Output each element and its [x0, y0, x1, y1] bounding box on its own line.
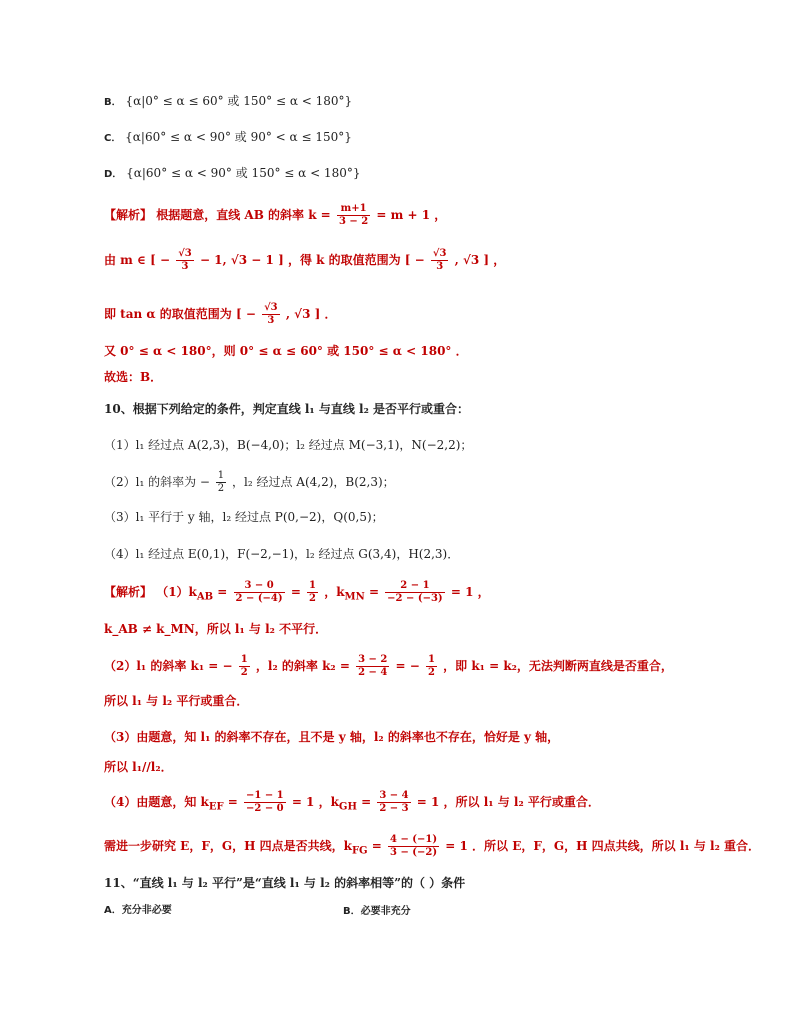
- solution-tag: 【解析】: [104, 585, 153, 599]
- solution10-part5: 需进一步研究 E，F，G，H 四点是否共线，$k_{FG}$ = $\frac{4 - (-1)}{3 - (-2)}$ = 1 ．所以 E，F，G，H 四点共线，所以 l₁ 与 l₂ 重合．: [104, 834, 761, 858]
- option-b-letter: B．: [104, 97, 122, 108]
- range-open: [ −: [236, 307, 256, 321]
- q10-title: 10、根据下列给定的条件，判定直线 l₁ 与直线 l₂ 是否平行或重合：: [104, 402, 470, 416]
- option-d-text: {α|60° ≤ α < 90° 或 150° ≤ α < 180°}: [126, 166, 361, 180]
- solution10-text: （1）k: [156, 585, 197, 599]
- solution9-text: ．: [324, 307, 337, 321]
- range-open: [ −: [150, 253, 171, 267]
- solution10-text: = 1 ，k: [291, 795, 339, 809]
- slope-fg-fraction: [388, 834, 439, 859]
- sqrt3-over-3-fraction: [262, 302, 280, 327]
- solution9-line3: [104, 302, 336, 327]
- solution-tag: 【解析】: [104, 208, 153, 222]
- fraction-numerator: 4 − (−1): [390, 834, 438, 845]
- q10-part4: （4）l₁ 经过点 E(0,1)，F(−2,−1)，l₂ 经过点 G(3,4)，H(2,3)．: [104, 547, 460, 561]
- fraction-denominator: 3 − (−2): [390, 847, 438, 858]
- fraction-denominator: 3 − 2: [338, 216, 369, 227]
- q10-part3: （3）l₁ 平行于 y 轴，l₂ 经过点 P(0,−2)，Q(0,5)；: [104, 510, 384, 524]
- range-open: [ −: [404, 253, 425, 267]
- slope-subscript: AB: [196, 591, 214, 603]
- fraction-numerator: 3 − 0: [234, 580, 285, 593]
- option-b-text: {α|0° ≤ α ≤ 60° 或 150° ≤ α < 180°}: [125, 94, 353, 108]
- slope-ab-fraction: [234, 580, 285, 605]
- fraction-denominator: 3: [267, 315, 275, 326]
- fraction-denominator: 2 − (−4): [235, 593, 283, 604]
- solution10-part1-conclusion: k_AB ≠ k_MN，所以 l₁ 与 l₂ 不平行．: [104, 622, 328, 636]
- slope-ef-fraction: [244, 790, 286, 815]
- fraction-denominator: 2: [428, 667, 435, 678]
- slope-subscript: EF: [208, 801, 224, 813]
- solution9-text: ，: [493, 253, 506, 267]
- option-c-letter: C．: [104, 133, 122, 144]
- slope-fraction: [337, 203, 370, 228]
- fraction-denominator: 2: [240, 667, 248, 678]
- fraction-numerator: 2 − 1: [385, 580, 444, 593]
- solution9-text: = m + 1 ，: [376, 208, 447, 222]
- solution9-text: ，得 k 的取值范围为: [287, 253, 401, 267]
- fraction-denominator: 3: [436, 261, 444, 272]
- half-fraction: [216, 470, 226, 495]
- fraction-numerator: 3 − 4: [379, 790, 409, 801]
- range-close: , √3 ]: [285, 307, 321, 321]
- q10-part1: （1）l₁ 经过点 A(2,3)，B(−4,0)；l₂ 经过点 M(−3,1)，N(−2,2)；: [104, 438, 473, 452]
- fraction-numerator: √3: [432, 248, 447, 259]
- solution10-part2-conclusion: 所以 l₁ 与 l₂ 平行或重合．: [104, 694, 249, 708]
- fraction-denominator: 2: [217, 483, 225, 494]
- solution10-text: = 1 ，所以 l₁ 与 l₂ 平行或重合．: [416, 795, 600, 809]
- q10-text: ，l₂ 经过点 A(4,2)，B(2,3)；: [232, 475, 395, 489]
- solution10-text: 需进一步研究 E，F，G，H 四点是否共线，k: [104, 839, 352, 853]
- fraction-denominator: 2 − 4: [358, 667, 388, 678]
- solution10-part4: （4）由题意，知 $k_{EF}$ = $\frac{-1 - 1}{-2 - 0}$ = 1 ，$k_{GH}$ = $\frac{3 - 4}{2 - 3}$ = 1 ，所以 l₁ 与 l₂ 平行或重合．: [104, 790, 600, 814]
- solution10-text: ，l₂ 的斜率 k₂ =: [255, 659, 350, 673]
- fraction-numerator: 1: [428, 654, 435, 665]
- half-fraction: [239, 654, 250, 679]
- solution10-text: = 1 ，: [450, 585, 490, 599]
- fraction-denominator: 2: [309, 593, 317, 604]
- slope-subscript: MN: [344, 591, 365, 603]
- option-c: [104, 128, 352, 148]
- sqrt3-over-3-fraction: [431, 248, 449, 273]
- solution10-text: ，即 k₁ = k₂，无法判断两直线是否重合，: [443, 659, 673, 673]
- option-c-text: {α|60° ≤ α < 90° 或 90° < α ≤ 150°}: [125, 130, 352, 144]
- q11-option-b: B．必要非充分: [343, 906, 411, 917]
- solution10-part2: [104, 654, 673, 679]
- option-b: [104, 92, 352, 112]
- fraction-numerator: m+1: [337, 203, 370, 216]
- option-d-letter: D．: [104, 169, 123, 180]
- q10-text: （2）l₁ 的斜率为 −: [104, 475, 210, 489]
- solution10-text: ，k: [324, 585, 345, 599]
- q10-part2: [104, 470, 395, 495]
- slope-gh-fraction: [377, 790, 410, 815]
- solution9-line1: [104, 203, 446, 228]
- solution10-part3: （3）由题意，知 l₁ 的斜率不存在，且不是 y 轴，l₂ 的斜率也不存在，恰好是 y 轴，: [104, 730, 560, 744]
- fraction-denominator: −2 − (−3): [387, 593, 443, 604]
- solution9-answer: 故选：B．: [104, 370, 163, 384]
- solution9-text: 由 m ∈: [104, 253, 146, 267]
- solution10-text: = −: [395, 659, 420, 673]
- fraction-numerator: √3: [264, 302, 278, 313]
- q11-option-a: A．充分非必要: [104, 905, 172, 916]
- slope-k2-fraction: [356, 654, 389, 679]
- solution10-part1: 【解析】 $(1)k_{AB}$ = $\frac{3 - 0}{2 - (-4)}$ = $\frac{1}{2}$ ，$k_{MN}$ = $\frac{2 - 1}{-2 - (-3)}$ = 1 ，: [104, 580, 490, 604]
- fraction-numerator: 1: [240, 654, 248, 665]
- slope-subscript: FG: [351, 845, 368, 857]
- slope-ab-result-fraction: [307, 580, 318, 605]
- solution9-text: 即 tan α 的取值范围为: [104, 307, 232, 321]
- fraction-numerator: 3 − 2: [358, 654, 388, 665]
- solution9-text: 根据题意，直线 AB 的斜率 k =: [156, 208, 331, 222]
- fraction-denominator: −2 − 0: [246, 803, 284, 814]
- solution9-line2: [104, 248, 505, 273]
- fraction-numerator: −1 − 1: [246, 790, 284, 801]
- solution10-text: （4）由题意，知 k: [104, 795, 209, 809]
- fraction-numerator: √3: [178, 248, 192, 259]
- solution10-text: （2）l₁ 的斜率 k₁ = −: [104, 659, 233, 673]
- fraction-denominator: 2 − 3: [379, 803, 409, 814]
- half-fraction: [426, 654, 437, 679]
- range-close: − 1, √3 − 1 ]: [199, 253, 284, 267]
- solution10-part3-conclusion: 所以 l₁//l₂．: [104, 760, 173, 774]
- fraction-numerator: 1: [309, 580, 317, 591]
- slope-mn-fraction: [385, 580, 444, 605]
- q11-title: 11、“直线 l₁ 与 l₂ 平行”是“直线 l₁ 与 l₂ 的斜率相等”的（ ）条件: [104, 876, 466, 890]
- fraction-denominator: 3: [181, 261, 189, 272]
- range-close: , √3 ]: [454, 253, 490, 267]
- option-d: [104, 164, 360, 184]
- solution9-line4: 又 0° ≤ α < 180°，则 0° ≤ α ≤ 60° 或 150° ≤ α < 180° ．: [104, 344, 468, 358]
- solution10-text: = 1 ．所以 E，F，G，H 四点共线，所以 l₁ 与 l₂ 重合．: [445, 839, 761, 853]
- slope-subscript: GH: [338, 801, 357, 813]
- sqrt3-over-3-fraction: [176, 248, 194, 273]
- fraction-numerator: 1: [217, 470, 225, 481]
